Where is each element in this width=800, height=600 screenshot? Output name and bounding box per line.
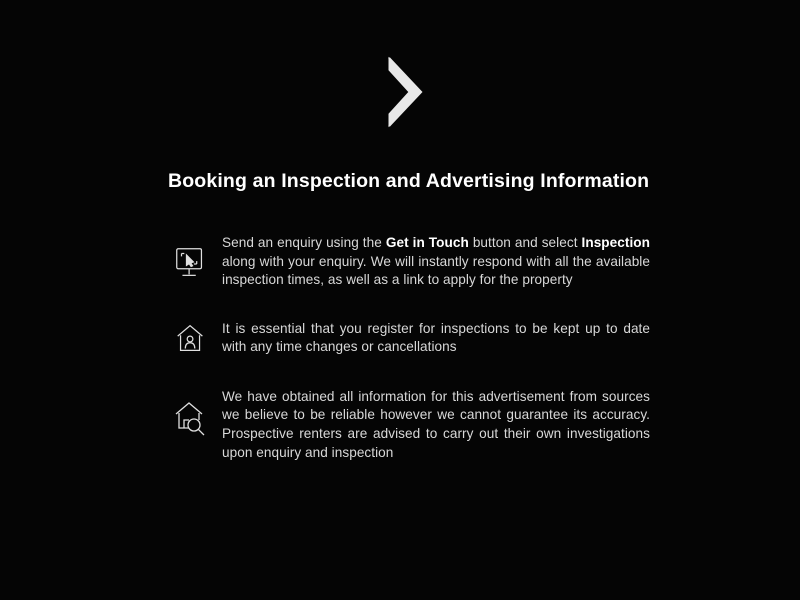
- info-row: [160, 226, 650, 290]
- info-row-text: Send an enquiry using the Get in Touch button and select Inspection along with your enquiry. We will instantly respond with all the available inspection times, as well as a link to apply for the property: [222, 235, 650, 288]
- house-magnifier-icon: [160, 380, 222, 438]
- info-row: [160, 312, 650, 358]
- page-title: Booking an Inspection and Advertising Information: [168, 170, 650, 192]
- info-row: [160, 380, 650, 462]
- info-rows: [160, 226, 650, 462]
- monitor-cursor-icon: [160, 226, 222, 282]
- info-row-text: We have obtained all information for this advertisement from sources we believe to be reliable however we cannot guarantee its accuracy. Prospective renters are advised to carry out their own investigations upon enquiry and inspection: [222, 388, 650, 460]
- info-row-text: It is essential that you register for inspections to be kept up to date with any time changes or cancellations: [222, 320, 650, 355]
- brand-logo: [0, 52, 800, 132]
- house-person-icon: [160, 312, 222, 358]
- chevron-right-logo-icon: [365, 52, 435, 132]
